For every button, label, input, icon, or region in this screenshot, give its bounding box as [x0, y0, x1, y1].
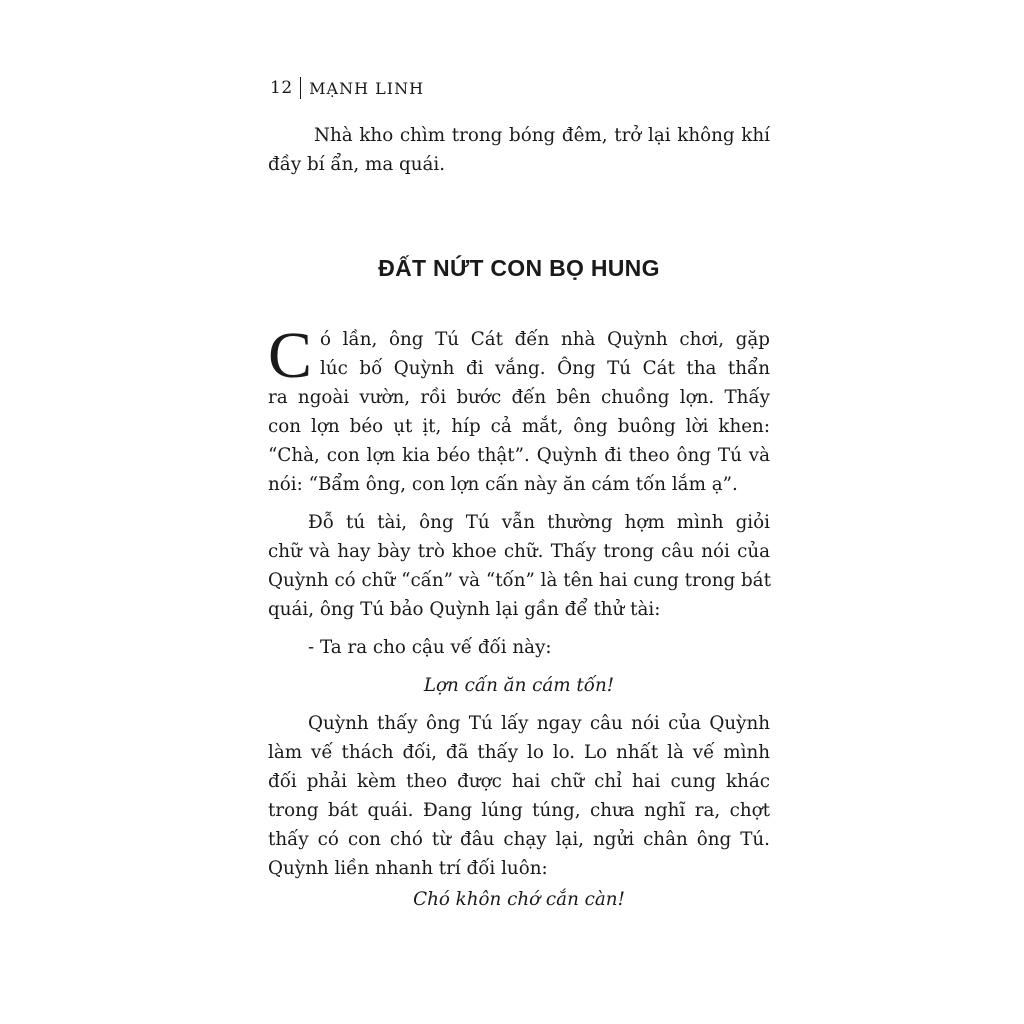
paragraph-line: Quỳnh liền nhanh trí đối luôn: — [268, 858, 548, 879]
dialogue-line: - Ta ra cho cậu vế đối này: — [308, 637, 552, 658]
paragraph-line: ra ngoài vườn, rồi bước đến bên chuồng lợn. Thấy — [268, 387, 770, 408]
header-divider — [300, 77, 302, 99]
page-number: 12 — [270, 78, 293, 98]
paragraph-line: Quỳnh thấy ông Tú lấy ngay câu nói của Quỳnh — [308, 713, 770, 734]
intro-paragraph — [268, 121, 770, 179]
drop-cap: C — [268, 319, 313, 392]
paragraph-line: nói: “Bẩm ông, con lợn cấn này ăn cám tốn lắm ạ”. — [268, 474, 738, 495]
paragraph-line: con lợn béo ụt ịt, híp cả mắt, ông buông lời khen: — [268, 416, 770, 437]
running-header — [270, 76, 424, 100]
quote-verse: Chó khôn chớ cắn càn! — [413, 889, 625, 910]
paragraph-line: làm vế thách đối, đã thấy lo lo. Lo nhất là vế mình — [268, 742, 770, 763]
paragraph-line: chữ và hay bày trò khoe chữ. Thấy trong câu nói của — [268, 541, 770, 562]
paragraph-line: Nhà kho chìm trong bóng đêm, trở lại không khí — [314, 125, 770, 146]
paragraph-line: ó lần, ông Tú Cát đến nhà Quỳnh chơi, gặp — [320, 329, 770, 350]
paragraph-1 — [268, 319, 770, 499]
paragraph-line: “Chà, con lợn kia béo thật”. Quỳnh đi theo ông Tú và — [268, 445, 770, 466]
quote-verse: Lợn cấn ăn cám tốn! — [423, 675, 615, 696]
paragraph-line: lúc bố Quỳnh đi vắng. Ông Tú Cát tha thẩn — [320, 358, 770, 379]
author-name: MẠNH LINH — [309, 78, 425, 98]
paragraph-4 — [268, 709, 770, 883]
story-body — [268, 319, 771, 914]
chapter-title: ĐẤT NỨT CON BỌ HUNG — [378, 255, 660, 281]
paragraph-line: đầy bí ẩn, ma quái. — [268, 154, 446, 175]
paragraph-line: thấy có con chó từ đâu chạy lại, ngửi chân ông Tú. — [268, 829, 770, 850]
paragraph-line: Đỗ tú tài, ông Tú vẫn thường hợm mình giỏi — [308, 512, 770, 533]
paragraph-line: đối phải kèm theo được hai chữ chỉ hai cung khác — [268, 771, 770, 792]
paragraph-2 — [268, 508, 770, 624]
paragraph-line: Quỳnh có chữ “cấn” và “tốn” là tên hai cung trong bát — [268, 570, 771, 591]
paragraph-line: quái, ông Tú bảo Quỳnh lại gần để thử tài: — [268, 599, 661, 620]
paragraph-line: trong bát quái. Đang lúng túng, chưa nghĩ ra, chợt — [268, 800, 770, 821]
